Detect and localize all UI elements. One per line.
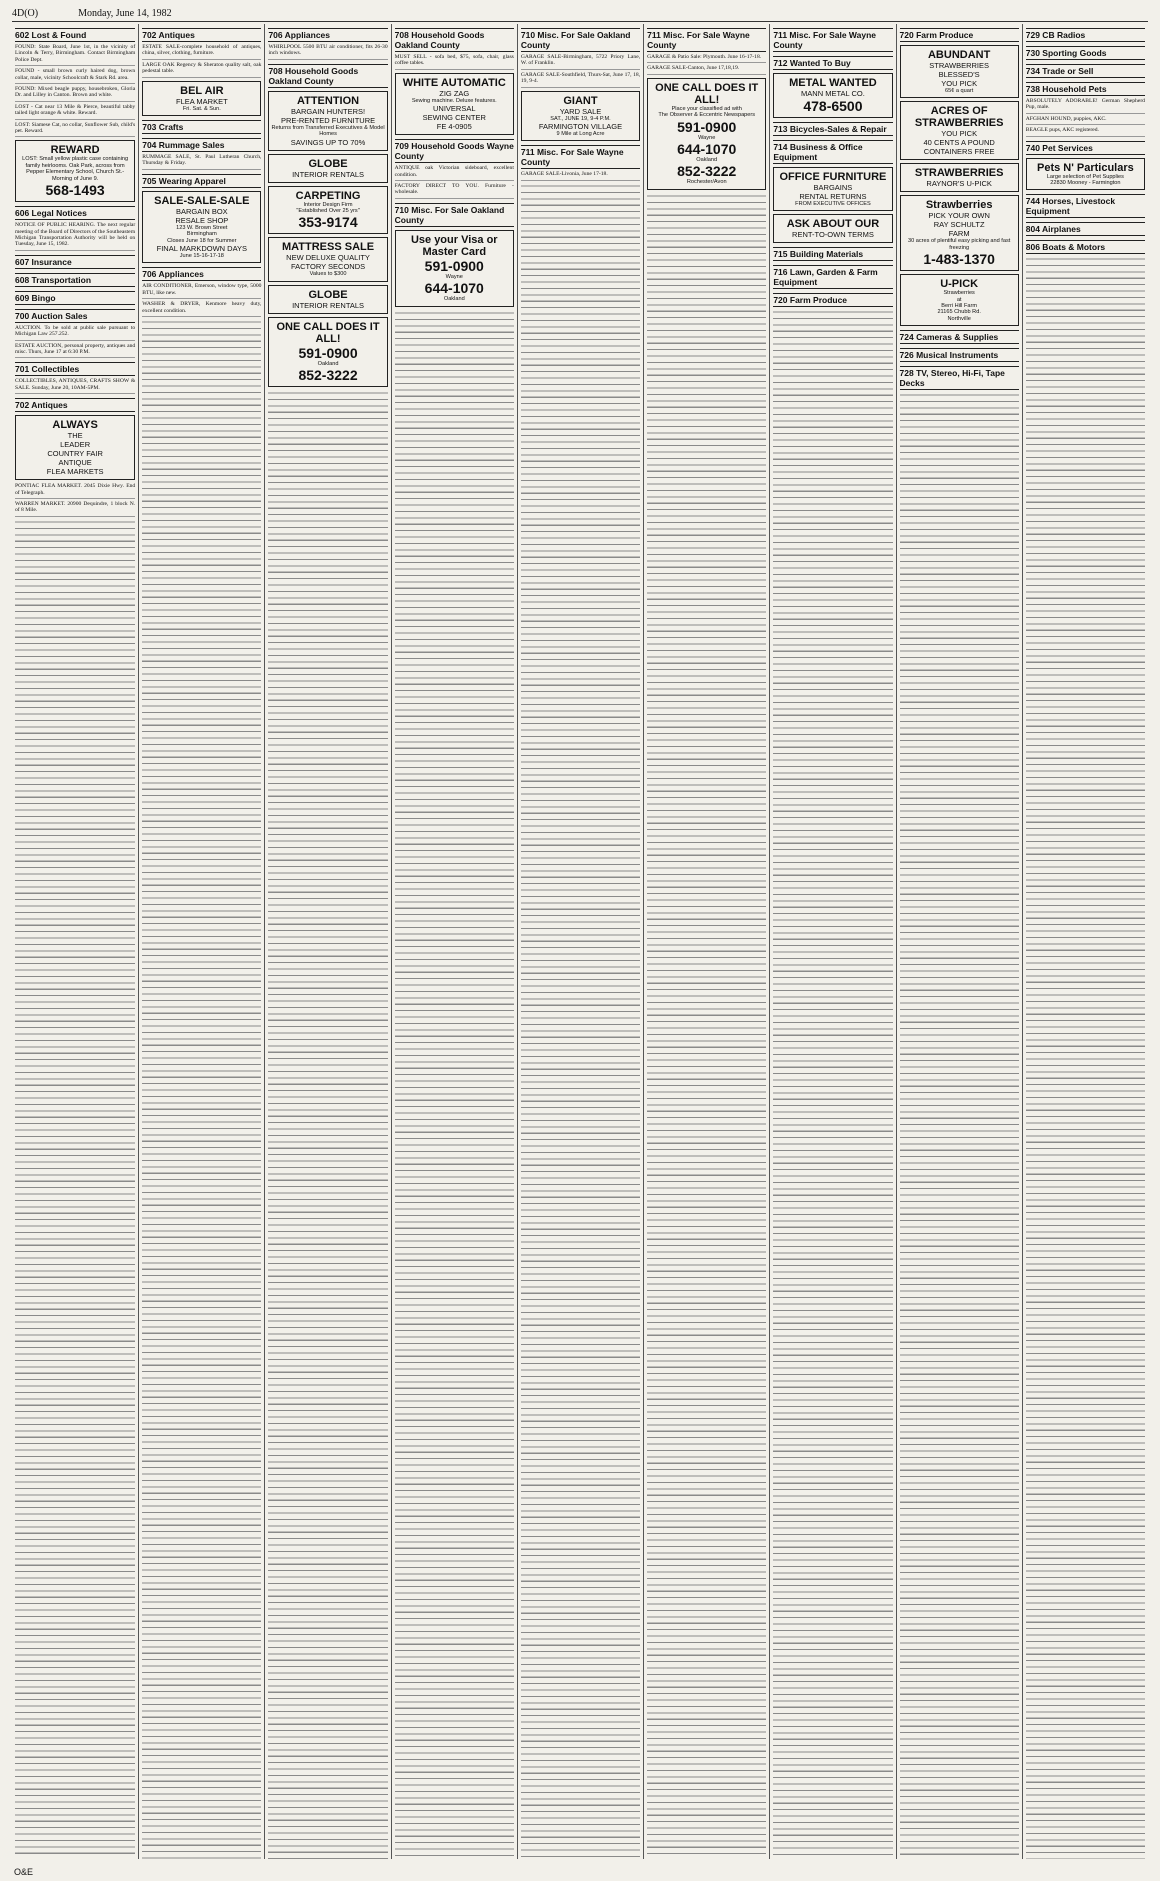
section-heading: 724 Cameras & Supplies — [900, 330, 1019, 344]
display-ad-line: 568-1493 — [45, 182, 105, 199]
display-ad-line: MANN METAL CO. — [801, 89, 865, 98]
classified-ad: LARGE OAK Regency & Sheraton quality salt, oak pedestal table. — [142, 62, 261, 78]
classified-column — [1022, 24, 1148, 1859]
classified-text-block — [15, 519, 135, 1859]
display-ad-line: ATTENTION — [296, 94, 360, 107]
display-ad-line: ACRES OF STRAWBERRIES — [914, 105, 1004, 130]
section-heading: 708 Household Goods Oakland County — [268, 64, 387, 88]
classified-ad: NOTICE OF PUBLIC HEARING. The next regular meeting of the Board of Directors of the Southeastern Michigan Transportation Authority will be held on Tuesday, June 15, 1982. — [15, 222, 135, 251]
display-ad-line: UNIVERSAL — [433, 104, 476, 114]
display-ad — [268, 237, 387, 281]
display-ad-line: 40 CENTS A POUND — [923, 138, 995, 148]
classified-ad: GARAGE SALE-Livonia, June 17-18. — [521, 171, 640, 180]
display-ad-line: BARGAIN HUNTERS! — [290, 106, 366, 116]
page-date: Monday, June 14, 1982 — [78, 8, 172, 19]
display-ad-line: Berri Hill Farm — [941, 303, 978, 310]
display-ad-line: at — [956, 296, 962, 303]
classified-column — [643, 24, 769, 1859]
display-ad-line: FINAL MARKDOWN DAYS — [156, 244, 248, 254]
display-ad-line: "Established Over 25 yrs" — [296, 208, 360, 215]
classified-ad: WARREN MARKET. 20900 Dequindre, 1 block N. of 8 Mile. — [15, 501, 135, 517]
display-ad-line: ALWAYS — [52, 419, 98, 432]
display-ad-line: Sewing machine. Deluxe features. — [411, 97, 497, 104]
classified-ad: RUMMAGE SALE, St. Paul Lutheran Church, Thursday & Friday. — [142, 154, 261, 170]
display-ad-line: Wayne — [445, 273, 463, 280]
display-ad-line: SEWING CENTER — [422, 113, 486, 123]
display-ad — [268, 285, 387, 314]
page-number: 4D(O) — [12, 8, 39, 19]
section-heading: 715 Building Materials — [773, 247, 892, 261]
display-ad-line: ZIG ZAG — [439, 88, 470, 98]
display-ad-line: Strawberries — [943, 290, 975, 297]
display-ad-line: Closes June 18 for Summer — [167, 237, 237, 244]
classified-ad: COLLECTIBLES, ANTIQUES, CRAFTS SHOW & SALE. Sunday, June 20, 10AM-5PM. — [15, 378, 135, 394]
display-ad-line: Place your classified ad with — [671, 105, 742, 112]
display-ad-line: FLEA MARKET — [175, 96, 228, 106]
display-ad-line: REWARD — [50, 144, 100, 157]
display-ad — [142, 191, 261, 264]
display-ad-line: U-PICK — [940, 278, 979, 291]
display-ad-line: YARD SALE — [559, 106, 602, 116]
display-ad-line: CARPETING — [295, 189, 361, 202]
classified-columns — [12, 24, 1148, 1859]
classified-ad: MUST SELL - sofa bed, $75, sofa, chair, glass coffee tables. — [395, 54, 514, 70]
classified-column — [264, 24, 390, 1859]
display-ad-line: MATTRESS SALE — [282, 241, 375, 254]
display-ad — [900, 195, 1019, 271]
display-ad-line: 353-9174 — [298, 214, 358, 231]
display-ad-line: CONTAINERS FREE — [923, 147, 995, 157]
classified-ad: PONTIAC FLEA MARKET. 2045 Dixie Hwy. End of Telegraph. — [15, 483, 135, 499]
display-ad-line: Birmingham — [186, 231, 217, 238]
classified-ad: AIR CONDITIONER, Emerson, window type, 5000 BTU, like new. — [142, 283, 261, 299]
classified-text-block — [773, 309, 892, 1859]
section-heading: 706 Appliances — [268, 28, 387, 42]
classified-text-block — [268, 390, 387, 1859]
display-ad-line: Northville — [947, 315, 971, 322]
display-ad-line: YOU PICK — [941, 79, 978, 88]
classified-ad: AFGHAN HOUND, puppies, AKC. — [1026, 116, 1145, 125]
display-ad-line: ONE CALL DOES IT ALL! — [276, 320, 380, 345]
section-heading: 711 Misc. For Sale Wayne County — [773, 28, 892, 52]
classified-column — [138, 24, 264, 1859]
display-ad-line: 30 acres of plentiful easy picking and fast freezing — [908, 238, 1011, 251]
display-ad-line: BARGAIN BOX — [175, 206, 228, 216]
display-ad-line: METAL WANTED — [789, 77, 877, 89]
display-ad-line: BARGAINS — [813, 183, 853, 192]
classified-ad: ANTIQUE oak Victorian sideboard, excellent condition. — [395, 165, 514, 181]
section-heading: 712 Wanted To Buy — [773, 56, 892, 70]
classified-text-block — [647, 193, 766, 1859]
section-heading: 740 Pet Services — [1026, 141, 1145, 155]
display-ad-line: OFFICE FURNITURE — [779, 171, 887, 183]
section-heading: 709 Household Goods Wayne County — [394, 141, 514, 162]
classified-column — [391, 24, 517, 1859]
display-ad-line: INTERIOR RENTALS — [292, 300, 365, 310]
display-ad-line: 852-3222 — [677, 163, 737, 180]
classified-ad: LOST - Cat near 13 Mile & Pierce, beautiful tabby tailed light orange & white. Reward. — [15, 104, 135, 120]
display-ad-line: Values to $300 — [309, 271, 347, 278]
display-ad-line: BLESSED'S — [938, 70, 980, 79]
display-ad-line: FARMINGTON VILLAGE — [538, 122, 623, 132]
display-ad-line: STRAWBERRIES — [914, 167, 1004, 180]
display-ad — [521, 91, 640, 142]
section-heading: 728 TV, Stereo, Hi-Fi, Tape Decks — [900, 366, 1019, 390]
display-ad-line: 65¢ a quart — [945, 88, 974, 94]
classified-ad: FOUND - small brown curly haired dog, brown collar, male, vicinity Schoolcraft & Stark Rd. area. — [15, 68, 135, 84]
section-heading: 607 Insurance — [15, 255, 135, 269]
section-heading: 703 Crafts — [142, 120, 261, 134]
display-ad-line: SAVINGS UP TO 70% — [290, 137, 366, 147]
display-ad-line: FARM — [948, 229, 970, 239]
classified-ad: FOUND: State Board, June 1st, in the vicinity of Lincoln & Terry, Birmingham. Contact Birmingham Police Dept. — [15, 44, 135, 66]
display-ad-line: INTERIOR RENTALS — [292, 169, 365, 179]
display-ad-line: The Observer & Eccentric Newspapers — [658, 112, 756, 119]
classified-ad: ESTATE AUCTION, personal property, antiques and misc. Thurs, June 17 at 6:30 P.M. — [15, 343, 135, 359]
display-ad-line: ANTIQUE — [58, 458, 92, 468]
display-ad-line: 591-0900 — [298, 344, 358, 361]
display-ad-line: 852-3222 — [298, 367, 358, 384]
classified-text-block — [142, 319, 261, 1859]
section-heading: 730 Sporting Goods — [1026, 46, 1145, 60]
section-heading: 710 Misc. For Sale Oakland County — [395, 203, 514, 227]
display-ad-line: FACTORY SECONDS — [290, 262, 366, 272]
classified-ad: FOUND: Mixed beagle puppy, housebroken, Gloria Dr. and Lilley in Canton. Brown and white. — [15, 86, 135, 102]
classified-ad: GARAGE SALE-Birmingham, 5722 Priory Lane, W. of Franklin. — [521, 54, 640, 70]
section-heading: 714 Business & Office Equipment — [773, 140, 892, 164]
display-ad-line: THE — [67, 431, 83, 441]
display-ad-line: Fri. Sat. & Sun. — [182, 105, 221, 112]
section-heading: 804 Airplanes — [1026, 222, 1145, 236]
display-ad-line: FE 4-0905 — [436, 122, 472, 132]
display-ad-line: 9 Mile at Long Acre — [556, 131, 605, 138]
classified-text-block — [395, 310, 514, 1859]
display-ad-line: LOST: Small yellow plastic case containing family heirlooms. Oak Park, across from Pepper Elementary School, Church St.-Morning of June 9. — [22, 156, 129, 182]
section-heading: 708 Household Goods Oakland County — [395, 28, 514, 52]
display-ad-line: Oakland — [696, 157, 718, 164]
section-heading: 711 Misc. For Sale Wayne County — [647, 28, 766, 52]
display-ad — [773, 73, 892, 118]
classified-text-block — [900, 392, 1019, 1859]
display-ad — [395, 230, 514, 307]
section-heading: 702 Antiques — [142, 28, 261, 42]
display-ad — [773, 167, 892, 211]
classified-ad: BEAGLE pups, AKC registered. — [1026, 127, 1145, 136]
section-heading: 711 Misc. For Sale Wayne County — [521, 145, 640, 169]
display-ad-line: Rochester/Avon — [686, 179, 727, 186]
classified-column — [12, 24, 138, 1859]
section-heading: 744 Horses, Livestock Equipment — [1026, 194, 1145, 218]
display-ad-line: Oakland — [443, 296, 465, 303]
classified-text-block — [521, 183, 640, 1859]
display-ad — [268, 154, 387, 183]
classified-ad: GARAGE SALE-Canton, June 17,18,19. — [647, 65, 766, 74]
section-heading: 734 Trade or Sell — [1026, 64, 1145, 78]
page-footer: O&E — [14, 1867, 34, 1877]
section-heading: 729 CB Radios — [1026, 28, 1145, 42]
section-heading: 720 Farm Produce — [900, 28, 1019, 42]
display-ad — [15, 415, 135, 480]
section-heading: 713 Bicycles-Sales & Repair — [773, 122, 892, 136]
display-ad-line: Oakland — [317, 360, 339, 367]
section-heading: 726 Musical Instruments — [900, 348, 1019, 362]
display-ad-line: RAY SCHULTZ — [933, 220, 985, 230]
display-ad-line: WHITE AUTOMATIC — [402, 76, 506, 89]
display-ad-line: Pets N' Particulars — [1036, 161, 1134, 174]
display-ad-line: ABUNDANT — [927, 49, 991, 61]
display-ad-line: Use your Visa or Master Card — [410, 233, 498, 258]
display-ad-line: GLOBE — [308, 157, 348, 170]
display-ad-line: 1-483-1370 — [923, 251, 995, 268]
classified-column — [896, 24, 1022, 1859]
classified-ad: WHIRLPOOL 5500 BTU air conditioner, fits 26-30 inch windows. — [268, 44, 387, 60]
display-ad — [15, 140, 135, 202]
display-ad-line: FROM EXECUTIVE OFFICES — [795, 201, 871, 207]
section-heading: 608 Transportation — [15, 273, 135, 287]
classified-ad: GARAGE & Patio Sale: Plymouth. June 16-17-18. — [647, 54, 766, 63]
display-ad-line: 21165 Chubb Rd. — [937, 309, 981, 316]
section-heading: 710 Misc. For Sale Oakland County — [521, 28, 640, 52]
display-ad-line: 591-0900 — [677, 118, 737, 135]
classified-ad: ABSOLUTELY ADORABLE! German Shepherd Pup, male. — [1026, 98, 1145, 114]
section-heading: 704 Rummage Sales — [142, 138, 261, 152]
classified-text-block — [1026, 256, 1145, 1859]
display-ad-line: PICK YOUR OWN — [928, 211, 990, 221]
display-ad — [900, 163, 1019, 192]
display-ad — [268, 91, 387, 151]
display-ad-line: ASK ABOUT OUR — [786, 218, 880, 231]
display-ad-line: RESALE SHOP — [175, 215, 229, 225]
display-ad-line: NEW DELUXE QUALITY — [286, 253, 370, 263]
display-ad — [395, 73, 514, 135]
display-ad-line: Large selection of Pet Supplies — [1046, 173, 1124, 180]
display-ad-line: ONE CALL DOES IT ALL! — [655, 81, 759, 106]
classified-column — [517, 24, 643, 1859]
display-ad — [900, 274, 1019, 326]
display-ad-line: FLEA MARKETS — [46, 467, 104, 477]
section-heading: 701 Collectibles — [15, 362, 135, 376]
section-heading: 602 Lost & Found — [15, 28, 135, 42]
display-ad — [773, 214, 892, 243]
display-ad-line: LEADER — [60, 440, 91, 450]
classified-column — [769, 24, 895, 1859]
section-heading: 606 Legal Notices — [15, 206, 135, 220]
section-heading: 716 Lawn, Garden & Farm Equipment — [773, 265, 892, 289]
display-ad-line: YOU PICK — [941, 129, 978, 139]
display-ad-line: BEL AIR — [180, 84, 224, 97]
display-ad-line: COUNTRY FAIR — [47, 449, 103, 459]
classified-ad: ESTATE SALE-complete household of antiques, china, silver, clothing, furniture. — [142, 44, 261, 60]
display-ad-line: SAT., JUNE 19, 9-4 P.M. — [550, 115, 611, 122]
display-ad — [268, 317, 387, 387]
section-heading: 738 Household Pets — [1026, 82, 1145, 96]
page-header — [12, 8, 1148, 22]
display-ad — [900, 45, 1019, 98]
classified-ad: WASHER & DRYER, Kenmore heavy duty, excellent condition. — [142, 301, 261, 317]
classified-ad: GARAGE SALE-Southfield, Thurs-Sat, June 17, 18, 19, 9-4. — [521, 72, 640, 88]
display-ad-line: RENTAL RETURNS — [799, 192, 867, 201]
section-heading: 806 Boats & Motors — [1026, 240, 1145, 254]
display-ad — [900, 101, 1019, 160]
display-ad-line: GIANT — [563, 94, 598, 107]
display-ad-line: 591-0900 — [424, 257, 484, 274]
display-ad-line: STRAWBERRIES — [929, 61, 990, 70]
display-ad-line: RENT-TO-OWN TERMS — [792, 230, 874, 240]
section-heading: 702 Antiques — [15, 398, 135, 412]
classified-ad: LOST: Siamese Cat, no collar, Sunflower Sub, child's pet. Reward. — [15, 122, 135, 138]
display-ad-line: 478-6500 — [803, 98, 863, 114]
display-ad-line: Interior Design Firm — [303, 201, 353, 208]
display-ad-line: PRE-RENTED FURNITURE — [280, 115, 376, 125]
section-heading: 705 Wearing Apparel — [142, 174, 261, 188]
display-ad — [647, 78, 766, 190]
display-ad-line: Strawberries — [925, 199, 993, 212]
display-ad — [142, 81, 261, 116]
display-ad-line: RAYNOR'S U-PICK — [926, 179, 992, 189]
classified-ad: AUCTION. To be sold at public sale pursuant to Michigan Law 257.252. — [15, 325, 135, 341]
display-ad-line: Returns from Transferred Executives & Model Homes — [271, 124, 385, 138]
display-ad — [1026, 158, 1145, 191]
display-ad-line: 644-1070 — [677, 141, 737, 158]
display-ad — [268, 186, 387, 235]
display-ad-line: 22830 Mooney - Farmington — [1050, 180, 1121, 187]
section-heading: 706 Appliances — [142, 267, 261, 281]
display-ad-line: SALE-SALE-SALE — [154, 194, 250, 207]
section-heading: 609 Bingo — [15, 291, 135, 305]
display-ad-line: June 15-16-17-18 — [179, 253, 224, 260]
section-heading: 700 Auction Sales — [15, 309, 135, 323]
display-ad-line: 644-1070 — [424, 280, 484, 297]
display-ad-line: 123 W. Brown Street — [176, 224, 228, 231]
display-ad-line: Wayne — [698, 134, 716, 141]
display-ad-line: GLOBE — [308, 288, 348, 301]
section-heading: 720 Farm Produce — [773, 293, 892, 307]
classified-ad: FACTORY DIRECT TO YOU. Furniture - wholesale. — [395, 183, 514, 199]
